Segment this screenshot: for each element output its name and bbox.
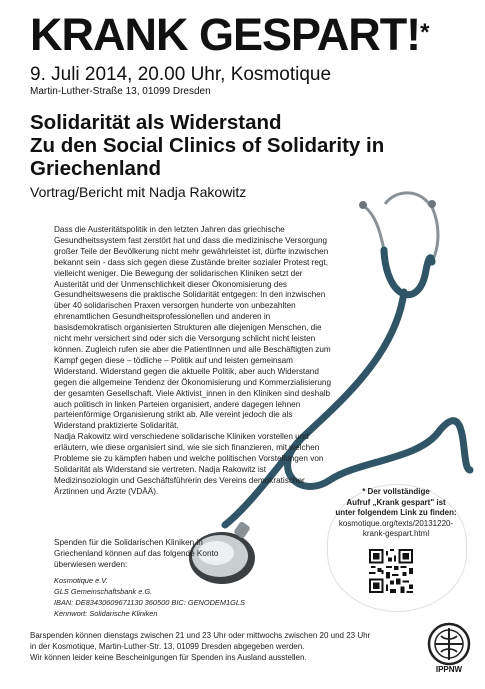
- logo-label: IPPNW: [435, 665, 463, 674]
- callout-link[interactable]: [328, 519, 464, 540]
- body-paragraph-2: Nadja Rakowitz wird verschiedene solidarische Kliniken vorstellen und erläutern, wie diese organisiert sind, wie sie sich finanzieren, mit welchen Probleme sie zu kämpfen haben und welche politischen Vorstellungen von Solidarität als Widerstand sie vertreten. Nadja Rakowitz ist Medizinsoziologin und Geschäftsführerin des Vereins demokratischer Ärztinnen und Ärzte (VDÄÄ).: [54, 432, 324, 496]
- event-address: Martin-Luther-Straße 13, 01099 Dresden: [30, 86, 211, 97]
- title-footnote-mark: *: [420, 19, 429, 46]
- callout-text: [328, 487, 464, 540]
- qr-code[interactable]: [369, 549, 413, 593]
- ippnw-logo-icon: [427, 622, 471, 666]
- account-keyword: Kennwort: Solidarische Kliniken: [54, 609, 158, 618]
- callout-link-line-2[interactable]: krank-gespart.html: [362, 529, 430, 538]
- page-title: [30, 9, 429, 60]
- account-holder: Kosmotique e.V.: [54, 576, 108, 585]
- title-text: KRANK GESPART!: [30, 9, 421, 60]
- callout-line-1: * Der vollständige: [362, 487, 430, 496]
- footer-line-3: Wir können leider keine Bescheinigungen für Spenden ins Ausland ausstellen.: [30, 653, 307, 662]
- callout-line-3: unter folgendem Link zu finden:: [335, 508, 457, 517]
- headline-line-3: Griechenland: [30, 157, 162, 180]
- donation-intro: Spenden für die Solidarischen Kliniken in Griechenland können auf das folgende Konto überwiesen werden:: [54, 538, 219, 569]
- event-date: 9. Juli 2014, 20.00 Uhr, Kosmotique: [30, 64, 332, 85]
- callout-link-line-1[interactable]: kosmotique.org/texts/20131220-: [338, 518, 454, 528]
- callout-line-2: Aufruf „Krank gespart" ist: [346, 497, 446, 507]
- headline: [30, 111, 384, 180]
- headline-line-2: Zu den Social Clinics of Solidarity in: [30, 134, 385, 157]
- speaker-line: Vortrag/Bericht mit Nadja Rakowitz: [30, 184, 247, 200]
- body-paragraph-1: Dass die Austeritätspolitik in den letzten Jahren das griechische Gesundheitssystem fast zerstört hat und dass die medizinische Versorgung großer Teile der Bevölkerung nicht mehr gewährleistet ist, dürfte inzwischen bekannt sein - dass sich gegen diese Zustände breiter sozialer Protest regt, vielleicht weniger. Die Bewegung der solidarischen Kliniken setzt der Austerität und der Unmenschlichkeit dieser Ökonomisierung des Gesundheitswesens die praktische Solidarität entgegen: In den inzwischen über 40 solidarischen Praxen versorgen hunderte von unbezahlten ehrenamtlichen Gesundheitsprofessionellen und anderen in basisdemokratisch organisierten Strukturen alle diejenigen Menschen, die nicht mehr versichert sind oder sich die Versorgung schlicht nicht leisten können. Zugleich rufen sie aber die PatientInnen und alle Beschäftigten zum Kampf gegen diese – tödliche – Politik auf und leisten gemeinsam Widerstand. Widerstand gegen die aktuelle Politik, aber auch Widerstand gegen die allgemeine Tendenz der Ökonomisierung und Kommerzialisierung der gesamten Gesellschaft. Viele Aktivist_innen in den Kliniken sind deshalb auch politisch in linken Parteien organisiert, andere dagegen lehnen parteienförmige Organisierung strikt ab. Alle vereint jedoch die als Widerstand praktizierte Solidarität.: [54, 225, 332, 431]
- donation-account: [54, 575, 274, 619]
- footer-line-2: in der Kosmotique, Martin-Luther-Str. 13, 01099 Dresden abgegeben werden.: [30, 642, 305, 651]
- footer-note: [30, 630, 418, 663]
- body-text: [54, 225, 332, 498]
- headline-line-1: Solidarität als Widerstand: [30, 111, 282, 134]
- footer-line-1: Barspenden können dienstags zwischen 21 und 23 Uhr oder mittwochs zwischen 20 und 23 Uhr: [30, 631, 371, 640]
- account-iban: IBAN: DE83430609671130 360500 BIC: GENODEM1GLS: [54, 598, 245, 607]
- account-bank: GLS Gemeinschaftsbank e.G.: [54, 587, 153, 596]
